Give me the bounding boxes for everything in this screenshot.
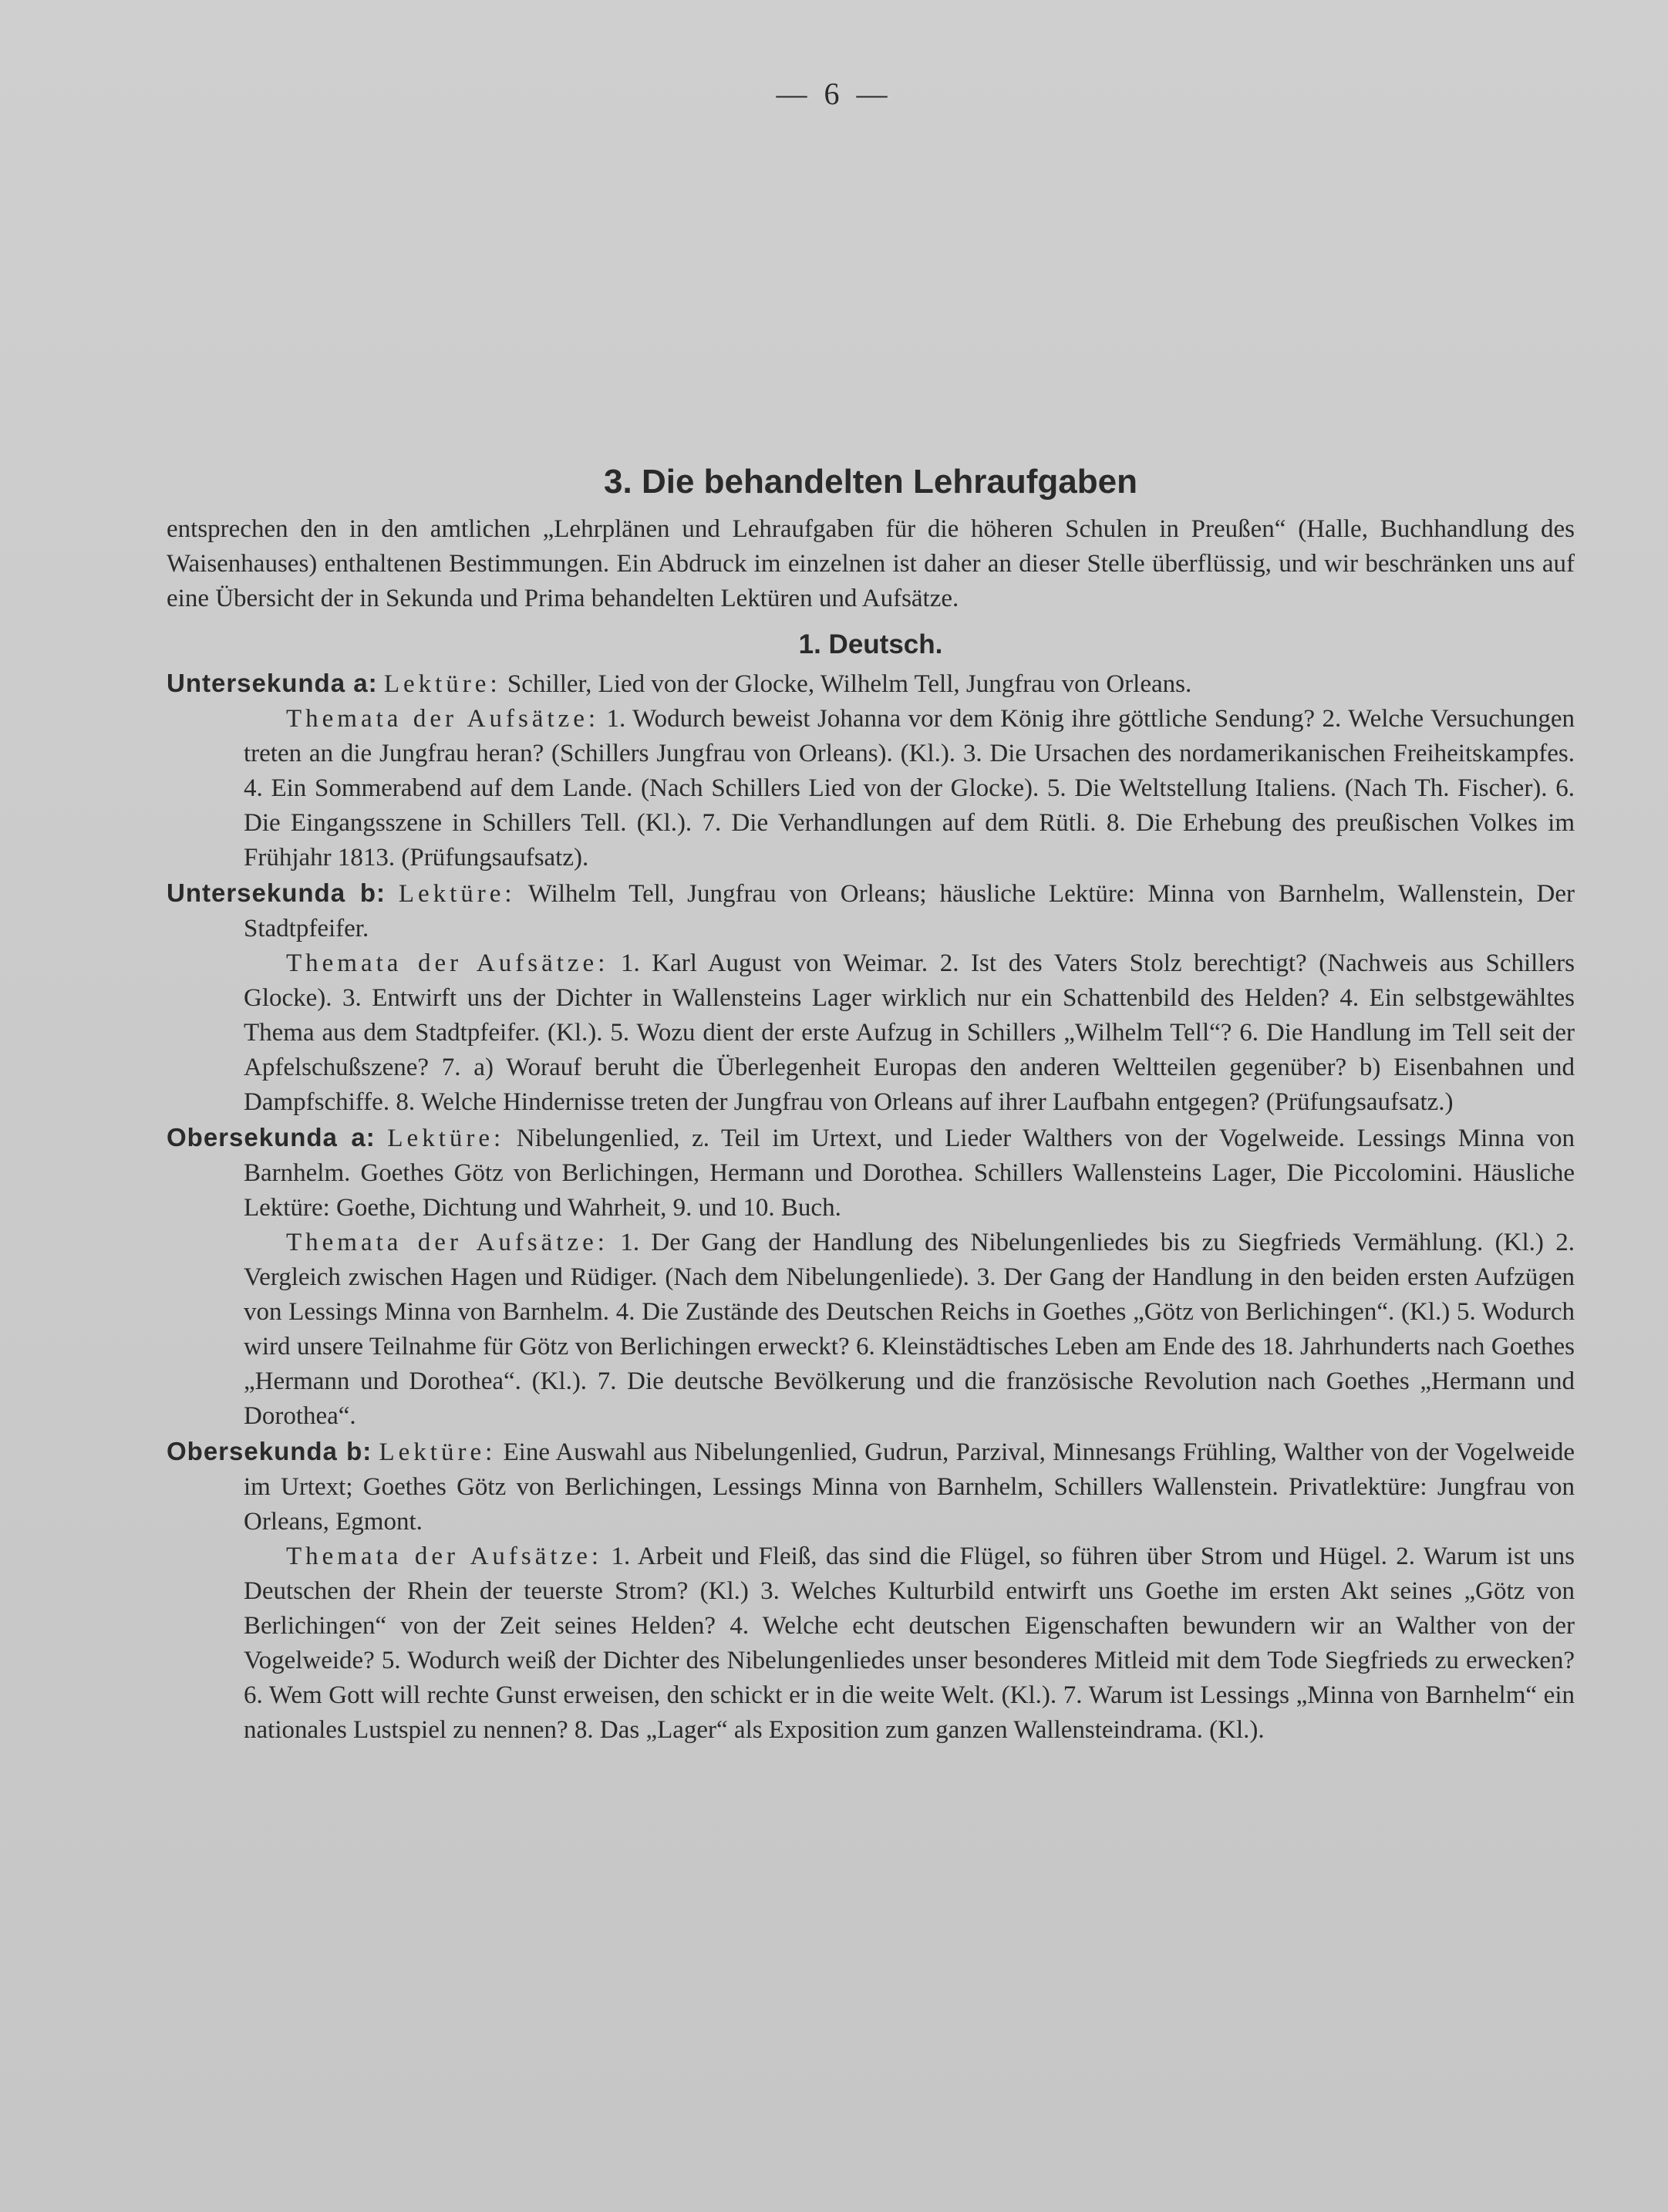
reading-text: Nibelungenlied, z. Teil im Urtext, und Lieder Walthers von der Vogelweide. Lessings Minna von Barnhelm. Goethes Götz von Berlichingen, Hermann und Dorothea. Schillers Wallensteins Lager, Die Piccolomini. Häusliche Lektüre: Goethe, Dichtung und Wahrheit, 9. und 10. Buch. <box>244 1125 1575 1222</box>
topics-paragraph <box>167 702 1575 875</box>
topics-label: Themata der Aufsätze: <box>286 1543 603 1570</box>
subject-heading: 1. Deutsch. <box>798 629 943 659</box>
class-entry-untersekunda-b <box>167 875 1575 1120</box>
class-entry-obersekunda-a <box>167 1120 1575 1434</box>
reading-paragraph <box>167 666 1575 702</box>
intro-paragraph: entsprechen den in den amtlichen „Lehrplänen und Lehraufgaben für die höheren Schulen in Preußen“ (Halle, Buchhandlung des Waisenhauses) enthaltenen Bestimmungen. Ein Abdruck im einzelnen ist daher an dieser Stelle überflüssig, und wir beschränken uns auf eine Übersicht der in Sekunda und Prima behandelten Lektüren und Aufsätze. <box>167 515 1575 612</box>
class-label: Obersekunda b: <box>167 1437 372 1465</box>
topics-text: 1. Arbeit und Fleiß, das sind die Flügel, so führen über Strom und Hügel. 2. Warum ist uns Deutschen der Rhein der teuerste Strom? (Kl.) 3. Welches Kulturbild entwirft uns Goethe im ersten Akt seines „Götz von Berlichingen“ von der Zeit seines Helden? 4. Welche echt deutschen Eigenschaften bewundern wir an Walther von der Vogelweide? 5. Wodurch weiß der Dichter des Nibelungenliedes unser besonderes Mitleid mit dem Tode Siegfrieds zu erwecken? 6. Wem Gott will rechte Gunst erweisen, den schickt er in die weite Welt. (Kl.). 7. Warum ist Lessings „Minna von Barnhelm“ ein nationales Lustspiel zu nennen? 8. Das „Lager“ als Exposition zum ganzen Wallensteindrama. (Kl.). <box>244 1543 1575 1744</box>
page-number: — 6 — <box>776 76 892 111</box>
reading-label: Lektüre: <box>383 670 501 698</box>
reading-label: Lektüre: <box>379 1438 497 1466</box>
topics-text: 1. Karl August von Weimar. 2. Ist des Vaters Stolz berechtigt? (Nachweis aus Schillers Glocke). 3. Entwirft uns der Dichter in Wallensteins Lager wirklich nur ein Schattenbild des Helden? 4. Ein selbstgewähltes Thema aus dem Stadtpfeifer. (Kl.). 5. Wozu dient der erste Aufzug in Schillers „Wilhelm Tell“? 6. Die Handlung im Tell seit der Apfelschußszene? 7. a) Worauf beruht die Überlegenheit Europas den anderen Weltteilen gegenüber? b) Eisenbahnen und Dampfschiffe. 8. Welche Hindernisse treten der Jungfrau von Orleans auf ihrer Laufbahn entgegen? (Prüfungsaufsatz.) <box>244 949 1575 1116</box>
section-heading: 3. Die behandelten Lehraufgaben <box>604 463 1137 501</box>
reading-text: Eine Auswahl aus Nibelungenlied, Gudrun, Parzival, Minnesangs Frühling, Walther von der Vogelweide im Urtext; Goethes Götz von Berlichingen, Lessings Minna von Barnhelm, Schillers Wallenstein. Privatlektüre: Jungfrau von Orleans, Egmont. <box>244 1438 1575 1536</box>
reading-paragraph <box>167 875 1575 946</box>
reading-paragraph <box>167 1120 1575 1226</box>
class-label: Untersekunda a: <box>167 669 378 697</box>
reading-text: Schiller, Lied von der Glocke, Wilhelm Tell, Jungfrau von Orleans. <box>507 670 1192 698</box>
class-entry-obersekunda-b <box>167 1434 1575 1748</box>
reading-label: Lektüre: <box>387 1125 505 1152</box>
class-label: Untersekunda b: <box>167 878 386 907</box>
topics-label: Themata der Aufsätze: <box>286 705 600 733</box>
reading-text: Wilhelm Tell, Jungfrau von Orleans; häusliche Lektüre: Minna von Barnhelm, Wallenstein, Der Stadtpfeifer. <box>244 880 1575 942</box>
class-entry-untersekunda-a <box>167 666 1575 875</box>
topics-paragraph <box>167 946 1575 1120</box>
reading-paragraph <box>167 1434 1575 1539</box>
topics-text: 1. Wodurch beweist Johanna vor dem König ihre göttliche Sendung? 2. Welche Versuchungen treten an die Jungfrau heran? (Schillers Jungfrau von Orleans). (Kl.). 3. Die Ursachen des nordamerikanischen Freiheitskampfes. 4. Ein Sommerabend auf dem Lande. (Nach Schillers Lied von der Glocke). 5. Die Weltstellung Italiens. (Nach Th. Fischer). 6. Die Eingangsszene in Schillers Tell. (Kl.). 7. Die Verhandlungen auf dem Rütli. 8. Die Erhebung des preußischen Volkes im Frühjahr 1813. (Prüfungsaufsatz). <box>244 705 1575 872</box>
topics-text: 1. Der Gang der Handlung des Nibelungenliedes bis zu Siegfrieds Vermählung. (Kl.) 2. Vergleich zwischen Hagen und Rüdiger. (Nach dem Nibelungenliede). 3. Der Gang der Handlung in den beiden ersten Aufzügen von Lessings Minna von Barnhelm. 4. Die Zustände des Deutschen Reichs in Goethes „Götz von Berlichingen“. (Kl.) 5. Wodurch wird unsere Teilnahme für Götz von Berlichingen erweckt? 6. Kleinstädtisches Leben am Ende des 18. Jahrhunderts nach Goethes „Hermann und Dorothea“. (Kl.). 7. Die deutsche Bevölkerung und die französische Revolution nach Goethes „Hermann und Dorothea“. <box>244 1229 1575 1430</box>
topics-paragraph <box>167 1539 1575 1748</box>
class-label: Obersekunda a: <box>167 1123 376 1152</box>
reading-label: Lektüre: <box>398 880 516 908</box>
topics-label: Themata der Aufsätze: <box>286 1229 608 1256</box>
topics-label: Themata der Aufsätze: <box>286 949 609 977</box>
topics-paragraph <box>167 1226 1575 1434</box>
page-content <box>167 461 1575 1748</box>
